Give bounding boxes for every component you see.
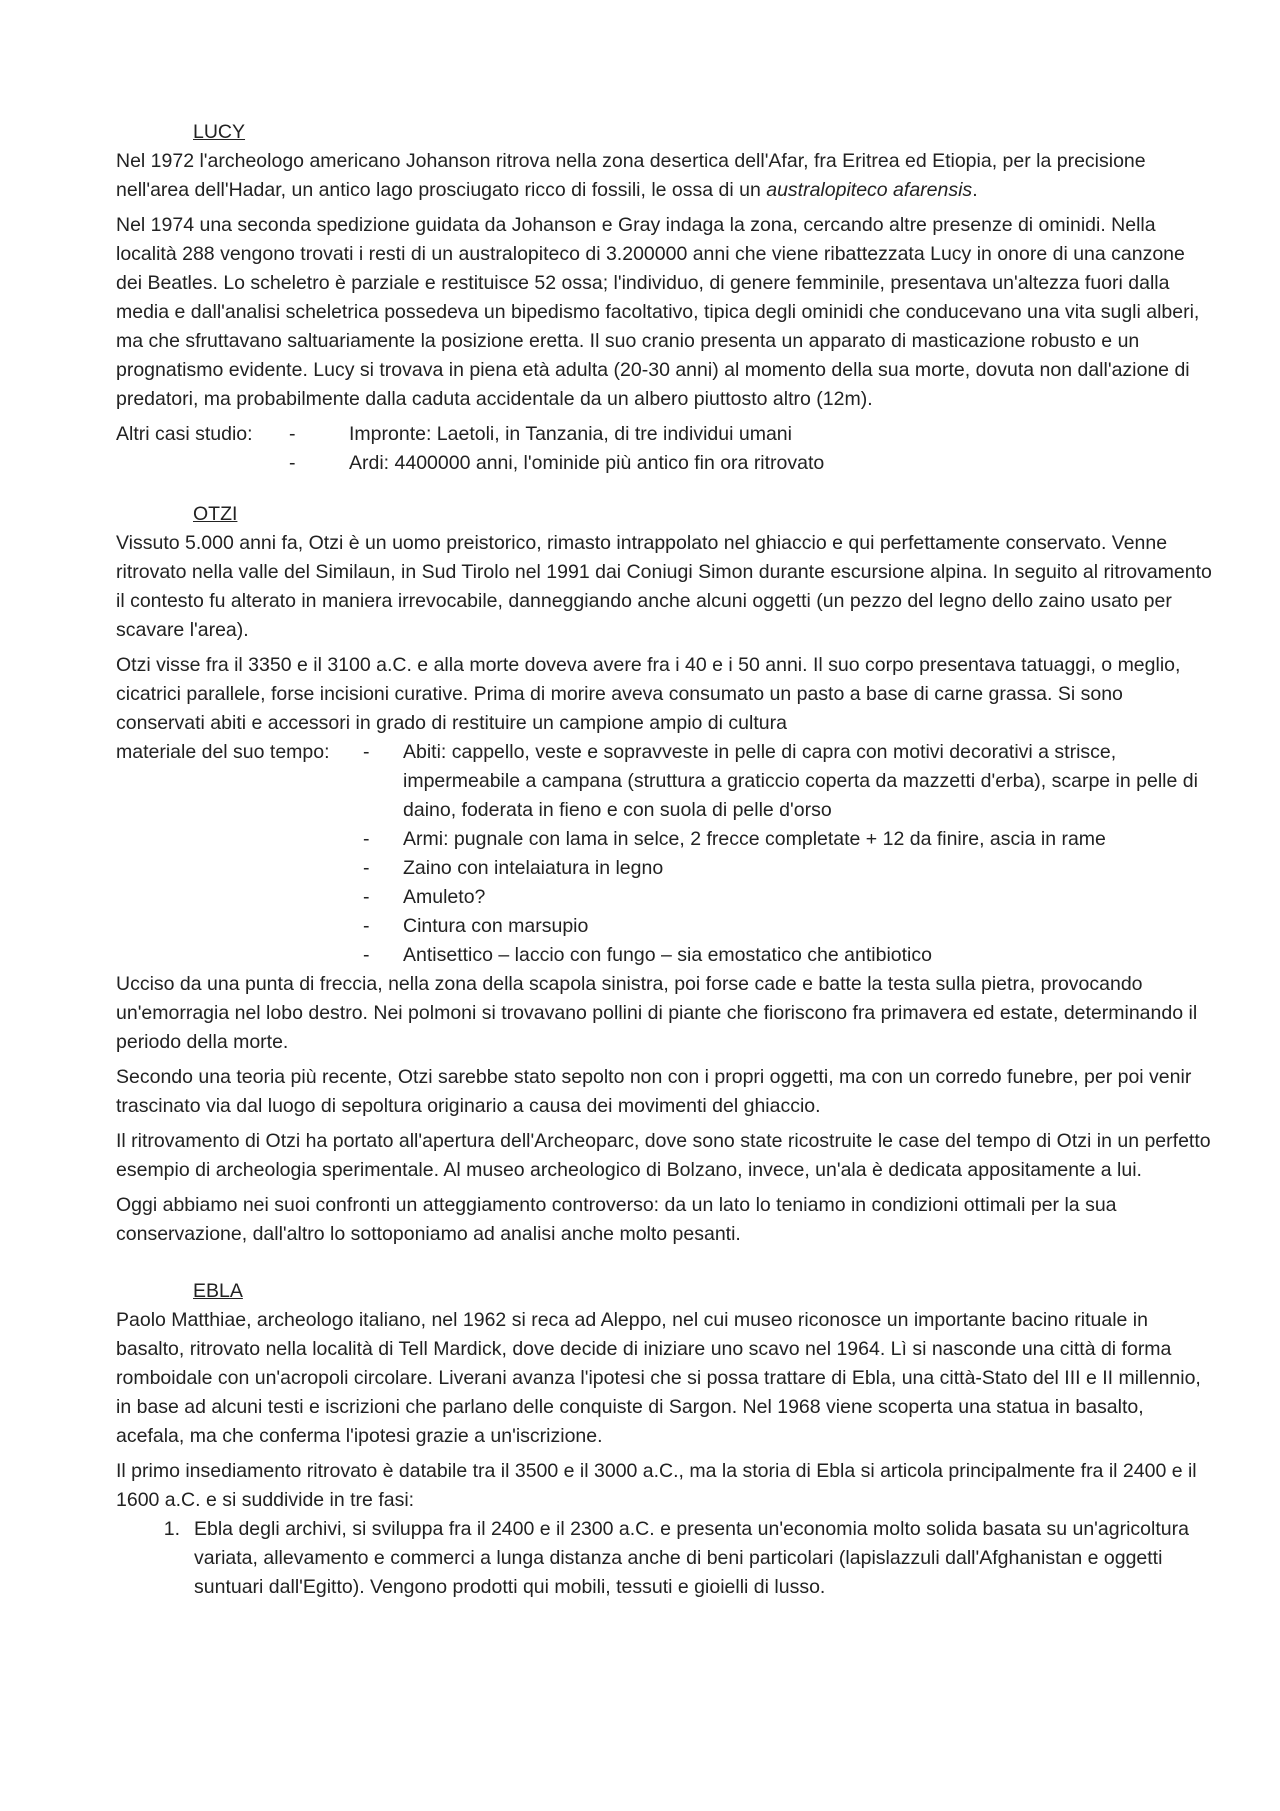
section-title-ebla: EBLA [193, 1280, 243, 1302]
bullet-dash: - [289, 423, 296, 445]
altri-casi-label: Altri casi studio: [116, 423, 253, 445]
otzi-paragraph-6: Oggi abbiamo nei suoi confronti un atteggiamento controverso: da un lato lo teniamo in condizioni ottimali per la sua conservazione, dall'altro lo sottoponiamo ad analisi anche molto pesanti. [116, 1194, 1117, 1245]
ebla-paragraph-2: Il primo insediamento ritrovato è databile tra il 3500 e il 3000 a.C., ma la storia di Ebla si articola principalmente fra il 2400 e il 1600 a.C. e si suddivide in tre fasi: [116, 1460, 1197, 1511]
list-item [116, 912, 1216, 941]
ebla-phase-1: Ebla degli archivi, si sviluppa fra il 2400 e il 2300 a.C. e presenta un'economia molto solida basata su un'agricoltura variata, allevamento e commerci a lunga distanza anche di beni particolari (lapislazzuli dall'Afghanistan e oggetti suntuari dall'Egitto). Vengono prodotti qui mobili, tessuti e gioielli di lusso. [194, 1518, 1189, 1598]
otzi-paragraph-4: Secondo una teoria più recente, Otzi sarebbe stato sepolto non con i propri oggetti, ma con un corredo funebre, per poi venir trascinato via dal luogo di sepoltura originario a causa dei movimenti del ghiaccio. [116, 1066, 1192, 1117]
section-title-lucy: LUCY [193, 121, 246, 143]
otzi-item-3: Zaino con intelaiatura in legno [403, 857, 664, 879]
bullet-dash: - [363, 741, 370, 763]
lucy-paragraph-1 [116, 147, 1216, 205]
otzi-item-1: Abiti: cappello, veste e sopravveste in pelle di capra con motivi decorativi a strisce, impermeabile a campana (struttura a graticcio coperta da mazzetti d'erba), scarpe in pelle di daino, foderata in fieno e con suola di pelle d'orso [403, 741, 1198, 821]
section-title-otzi: OTZI [193, 503, 238, 525]
otzi-item-4: Amuleto? [403, 886, 486, 908]
ebla-phase-item [116, 1515, 1216, 1602]
otzi-item-5: Cintura con marsupio [403, 915, 589, 937]
lucy-p1-text: Nel 1972 l'archeologo americano Johanson ritrova nella zona desertica dell'Afar, fra Eritrea ed Etiopia, per la precisione nell'area dell'Hadar, un antico lago prosciugato ricco di fossili, le ossa di un [116, 150, 1146, 201]
bullet-dash: - [363, 886, 370, 908]
otzi-paragraph-1: Vissuto 5.000 anni fa, Otzi è un uomo preistorico, rimasto intrappolato nel ghiaccio e qui perfettamente conservato. Venne ritrovato nella valle del Similaun, in Sud Tirolo nel 1991 dai Coniugi Simon durante escursione alpina. In seguito al ritrovamento il contesto fu alterato in maniera irrevocabile, danneggiando anche alcuni oggetti (un pezzo del legno dello zaino usato per scavare l'area). [116, 532, 1212, 641]
lucy-p1-end: . [972, 179, 978, 201]
phase-number: 1. [163, 1518, 180, 1540]
bullet-dash: - [363, 944, 370, 966]
list-item [116, 941, 1216, 970]
ebla-paragraph-1: Paolo Matthiae, archeologo italiano, nel 1962 si reca ad Aleppo, nel cui museo riconosce un importante bacino rituale in basalto, ritrovato nella località di Tell Mardick, dove decide di iniziare uno scavo nel 1964. Lì si nasconde una città di forma romboidale con un'acropoli circolare. Liverani avanza l'ipotesi che si possa trattare di Ebla, una città-Stato del III e II millennio, in base ad alcuni testi e iscrizioni che parlano delle conquiste di Sargon. Nel 1968 viene scoperta una statua in basalto, acefala, ma che conferma l'ipotesi grazie a un'iscrizione. [116, 1309, 1201, 1447]
list-item [116, 825, 1216, 854]
list-item [116, 738, 1216, 825]
list-item [116, 449, 1216, 478]
lucy-paragraph-2: Nel 1974 una seconda spedizione guidata da Johanson e Gray indaga la zona, cercando altre presenze di ominidi. Nella località 288 vengono trovati i resti di un australopiteco di 3.200000 anni che viene ribattezzata Lucy in onore di una canzone dei Beatles. Lo scheletro è parziale e restituisce 52 ossa; l'individuo, di genere femminile, presentava un'altezza fuori dalla media e dall'analisi scheletrica possedeva un bipedismo facoltativo, tipica degli ominidi che conducevano una vita sugli alberi, ma che sfruttavano saltuariamente la posizione eretta. Il suo cranio presenta un apparato di masticazione robusto e un prognatismo evidente. Lucy si trovava in piena età adulta (20-30 anni) al momento della sua morte, dovuta non dall'azione di predatori, ma probabilmente dalla caduta accidentale da un albero piuttosto altro (12m). [116, 214, 1200, 410]
bullet-dash: - [289, 452, 296, 474]
altri-item-1: Impronte: Laetoli, in Tanzania, di tre individui umani [349, 423, 792, 445]
altri-item-2: Ardi: 4400000 anni, l'ominide più antico fin ora ritrovato [349, 452, 825, 474]
otzi-paragraph-5: Il ritrovamento di Otzi ha portato all'apertura dell'Archeoparc, dove sono state ricostruite le case del tempo di Otzi in un perfetto esempio di archeologia sperimentale. Al museo archeologico di Bolzano, invece, un'ala è dedicata appositamente a lui. [116, 1130, 1211, 1181]
list-item [116, 854, 1216, 883]
bullet-dash: - [363, 828, 370, 850]
bullet-dash: - [363, 915, 370, 937]
otzi-paragraph-3: Ucciso da una punta di freccia, nella zona della scapola sinistra, poi forse cade e batte la testa sulla pietra, provocando un'emorragia nel lobo destro. Nei polmoni si trovavano pollini di piante che fioriscono fra primavera ed estate, determinando il periodo della morte. [116, 973, 1198, 1053]
otzi-list-label: materiale del suo tempo: [116, 741, 330, 763]
document-body [116, 118, 1216, 1602]
altri-casi-list [116, 420, 1216, 478]
otzi-item-6: Antisettico – laccio con fungo – sia emostatico che antibiotico [403, 944, 932, 966]
otzi-item-2: Armi: pugnale con lama in selce, 2 frecce completate + 12 da finire, ascia in rame [403, 828, 1106, 850]
bullet-dash: - [363, 857, 370, 879]
list-item [116, 420, 1216, 449]
lucy-p1-species: australopiteco afarensis [766, 179, 973, 201]
otzi-items-list [116, 738, 1216, 970]
otzi-paragraph-2: Otzi visse fra il 3350 e il 3100 a.C. e alla morte doveva avere fra i 40 e i 50 anni. Il suo corpo presentava tatuaggi, o meglio, cicatrici parallele, forse incisioni curative. Prima di morire aveva consumato un pasto a base di carne grassa. Si sono conservati abiti e accessori in grado di restituire un campione ampio di cultura [116, 654, 1181, 734]
list-item [116, 883, 1216, 912]
